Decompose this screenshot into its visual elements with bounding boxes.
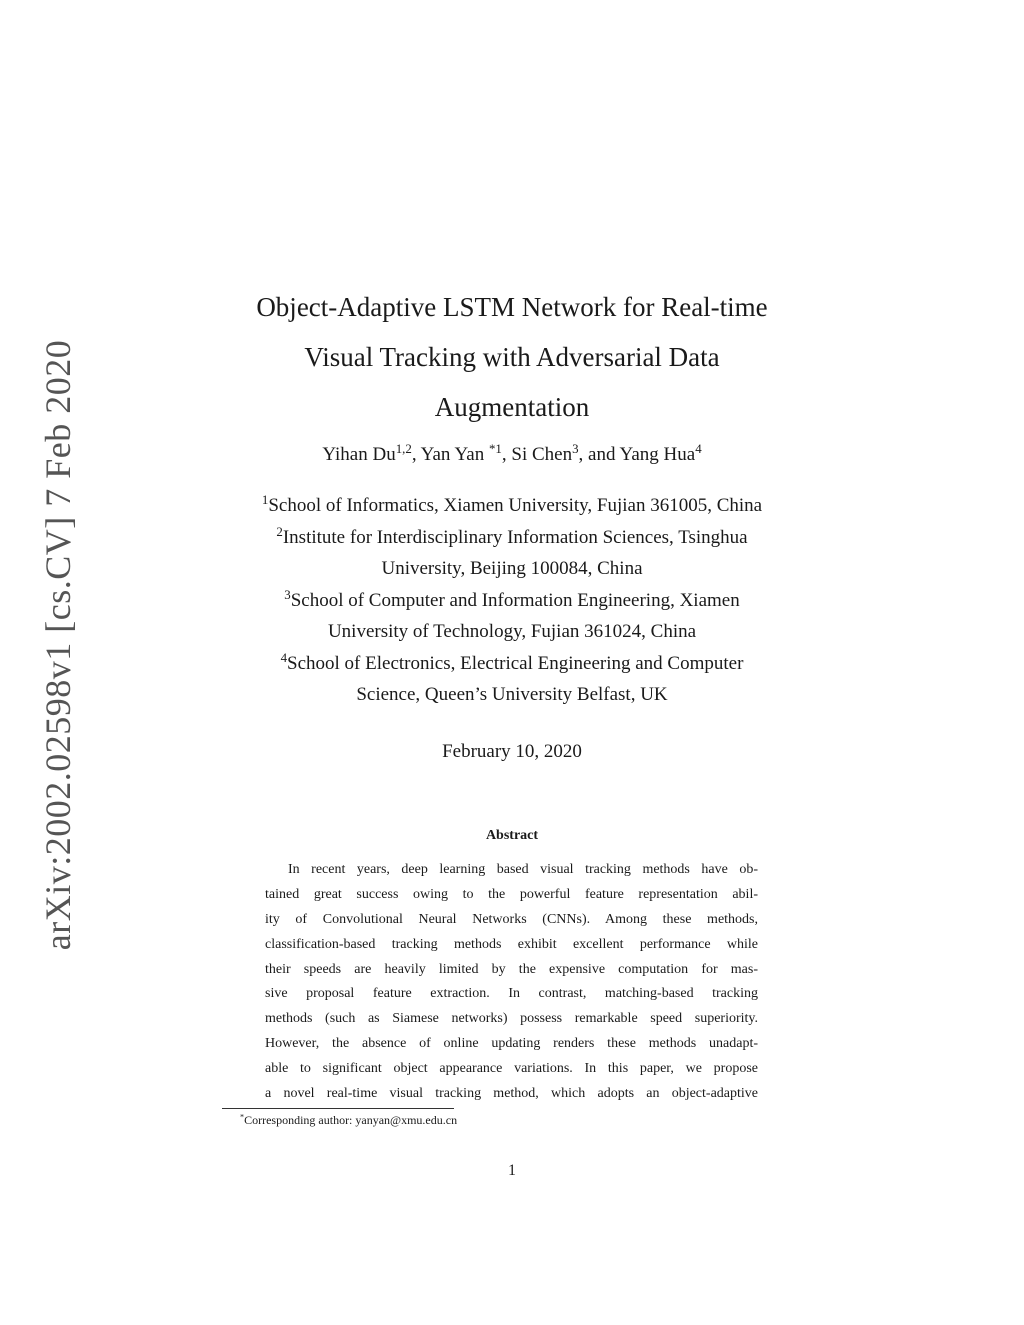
author-separator: , and	[578, 444, 620, 465]
abstract-line: methods (such as Siamese networks) possess remarkable speed superiority.	[265, 1011, 758, 1027]
paper-title	[200, 282, 824, 432]
affiliation	[200, 585, 824, 648]
affiliation-line	[200, 585, 824, 617]
author-name: Yihan Du	[322, 444, 396, 465]
affiliation-line	[200, 490, 824, 522]
footnote-divider	[222, 1108, 454, 1109]
author-list	[200, 440, 824, 466]
author-name: Yang Hua	[619, 444, 696, 465]
affiliation	[200, 522, 824, 585]
arxiv-identifier-stamp: arXiv:2002.02598v1 [cs.CV] 7 Feb 2020	[38, 339, 78, 951]
abstract-heading: Abstract	[485, 828, 539, 843]
abstract-line: classification-based tracking methods exhibit excellent performance while	[265, 936, 758, 952]
affiliation-text: Institute for Interdisciplinary Information Sciences, Tsinghua	[282, 526, 748, 548]
affiliation-text: School of Informatics, Xiamen University, Fujian 361005, China	[268, 495, 763, 516]
abstract-line: ity of Convolutional Neural Networks (CNNs). Among these methods,	[265, 911, 758, 927]
abstract-line: sive proposal feature extraction. In contrast, matching-based tracking	[265, 986, 758, 1002]
author-affiliation-mark: 4	[695, 440, 702, 456]
abstract-line: tained great success owing to the powerful feature representation abil-	[265, 886, 758, 902]
affiliation-mark: 2	[276, 523, 283, 539]
author-affiliation-mark: *1	[488, 440, 502, 456]
footnote	[240, 1113, 457, 1128]
affiliation-mark: 1	[261, 491, 269, 507]
title-line: Object-Adaptive LSTM Network for Real-time	[256, 292, 768, 322]
affiliation-line: Science, Queen’s University Belfast, UK	[356, 684, 668, 705]
title-line: Visual Tracking with Adversarial Data	[304, 342, 720, 372]
footnote-mark: *	[240, 1112, 245, 1122]
author-separator: ,	[411, 444, 421, 465]
title-line: Augmentation	[434, 392, 590, 422]
abstract-body	[265, 858, 758, 1107]
affiliation-mark: 4	[280, 649, 288, 665]
author-separator: ,	[501, 444, 512, 465]
affiliation-mark: 3	[284, 586, 291, 602]
affiliation-list	[200, 490, 824, 711]
affiliation-line: University of Technology, Fujian 361024, China	[327, 621, 697, 642]
publication-date: February 10, 2020	[442, 741, 582, 762]
affiliation	[200, 648, 824, 711]
abstract-line: their speeds are heavily limited by the expensive computation for mas-	[265, 961, 758, 977]
abstract-line: a novel real-time visual tracking method, which adopts an object-adaptive	[265, 1086, 758, 1102]
author-affiliation-mark: 3	[572, 440, 579, 456]
affiliation	[200, 490, 824, 522]
abstract-line: In recent years, deep learning based visual tracking methods have ob-	[288, 862, 758, 877]
abstract-line: able to significant object appearance variations. In this paper, we propose	[265, 1061, 758, 1077]
footnote-text: Corresponding author: yanyan@xmu.edu.cn	[244, 1113, 458, 1127]
affiliation-line: University, Beijing 100084, China	[381, 558, 643, 579]
affiliation-line	[200, 648, 824, 680]
affiliation-text: School of Electronics, Electrical Engineering and Computer	[287, 652, 744, 674]
abstract-line: However, the absence of online updating renders these methods unadapt-	[265, 1036, 758, 1052]
affiliation-text: School of Computer and Information Engineering, Xiamen	[290, 589, 740, 611]
page-number: 1	[508, 1162, 516, 1179]
author-affiliation-mark: 1,2	[395, 440, 412, 456]
author-name: Si Chen	[511, 444, 573, 465]
affiliation-line	[200, 522, 824, 554]
author-name: Yan Yan	[420, 444, 489, 465]
